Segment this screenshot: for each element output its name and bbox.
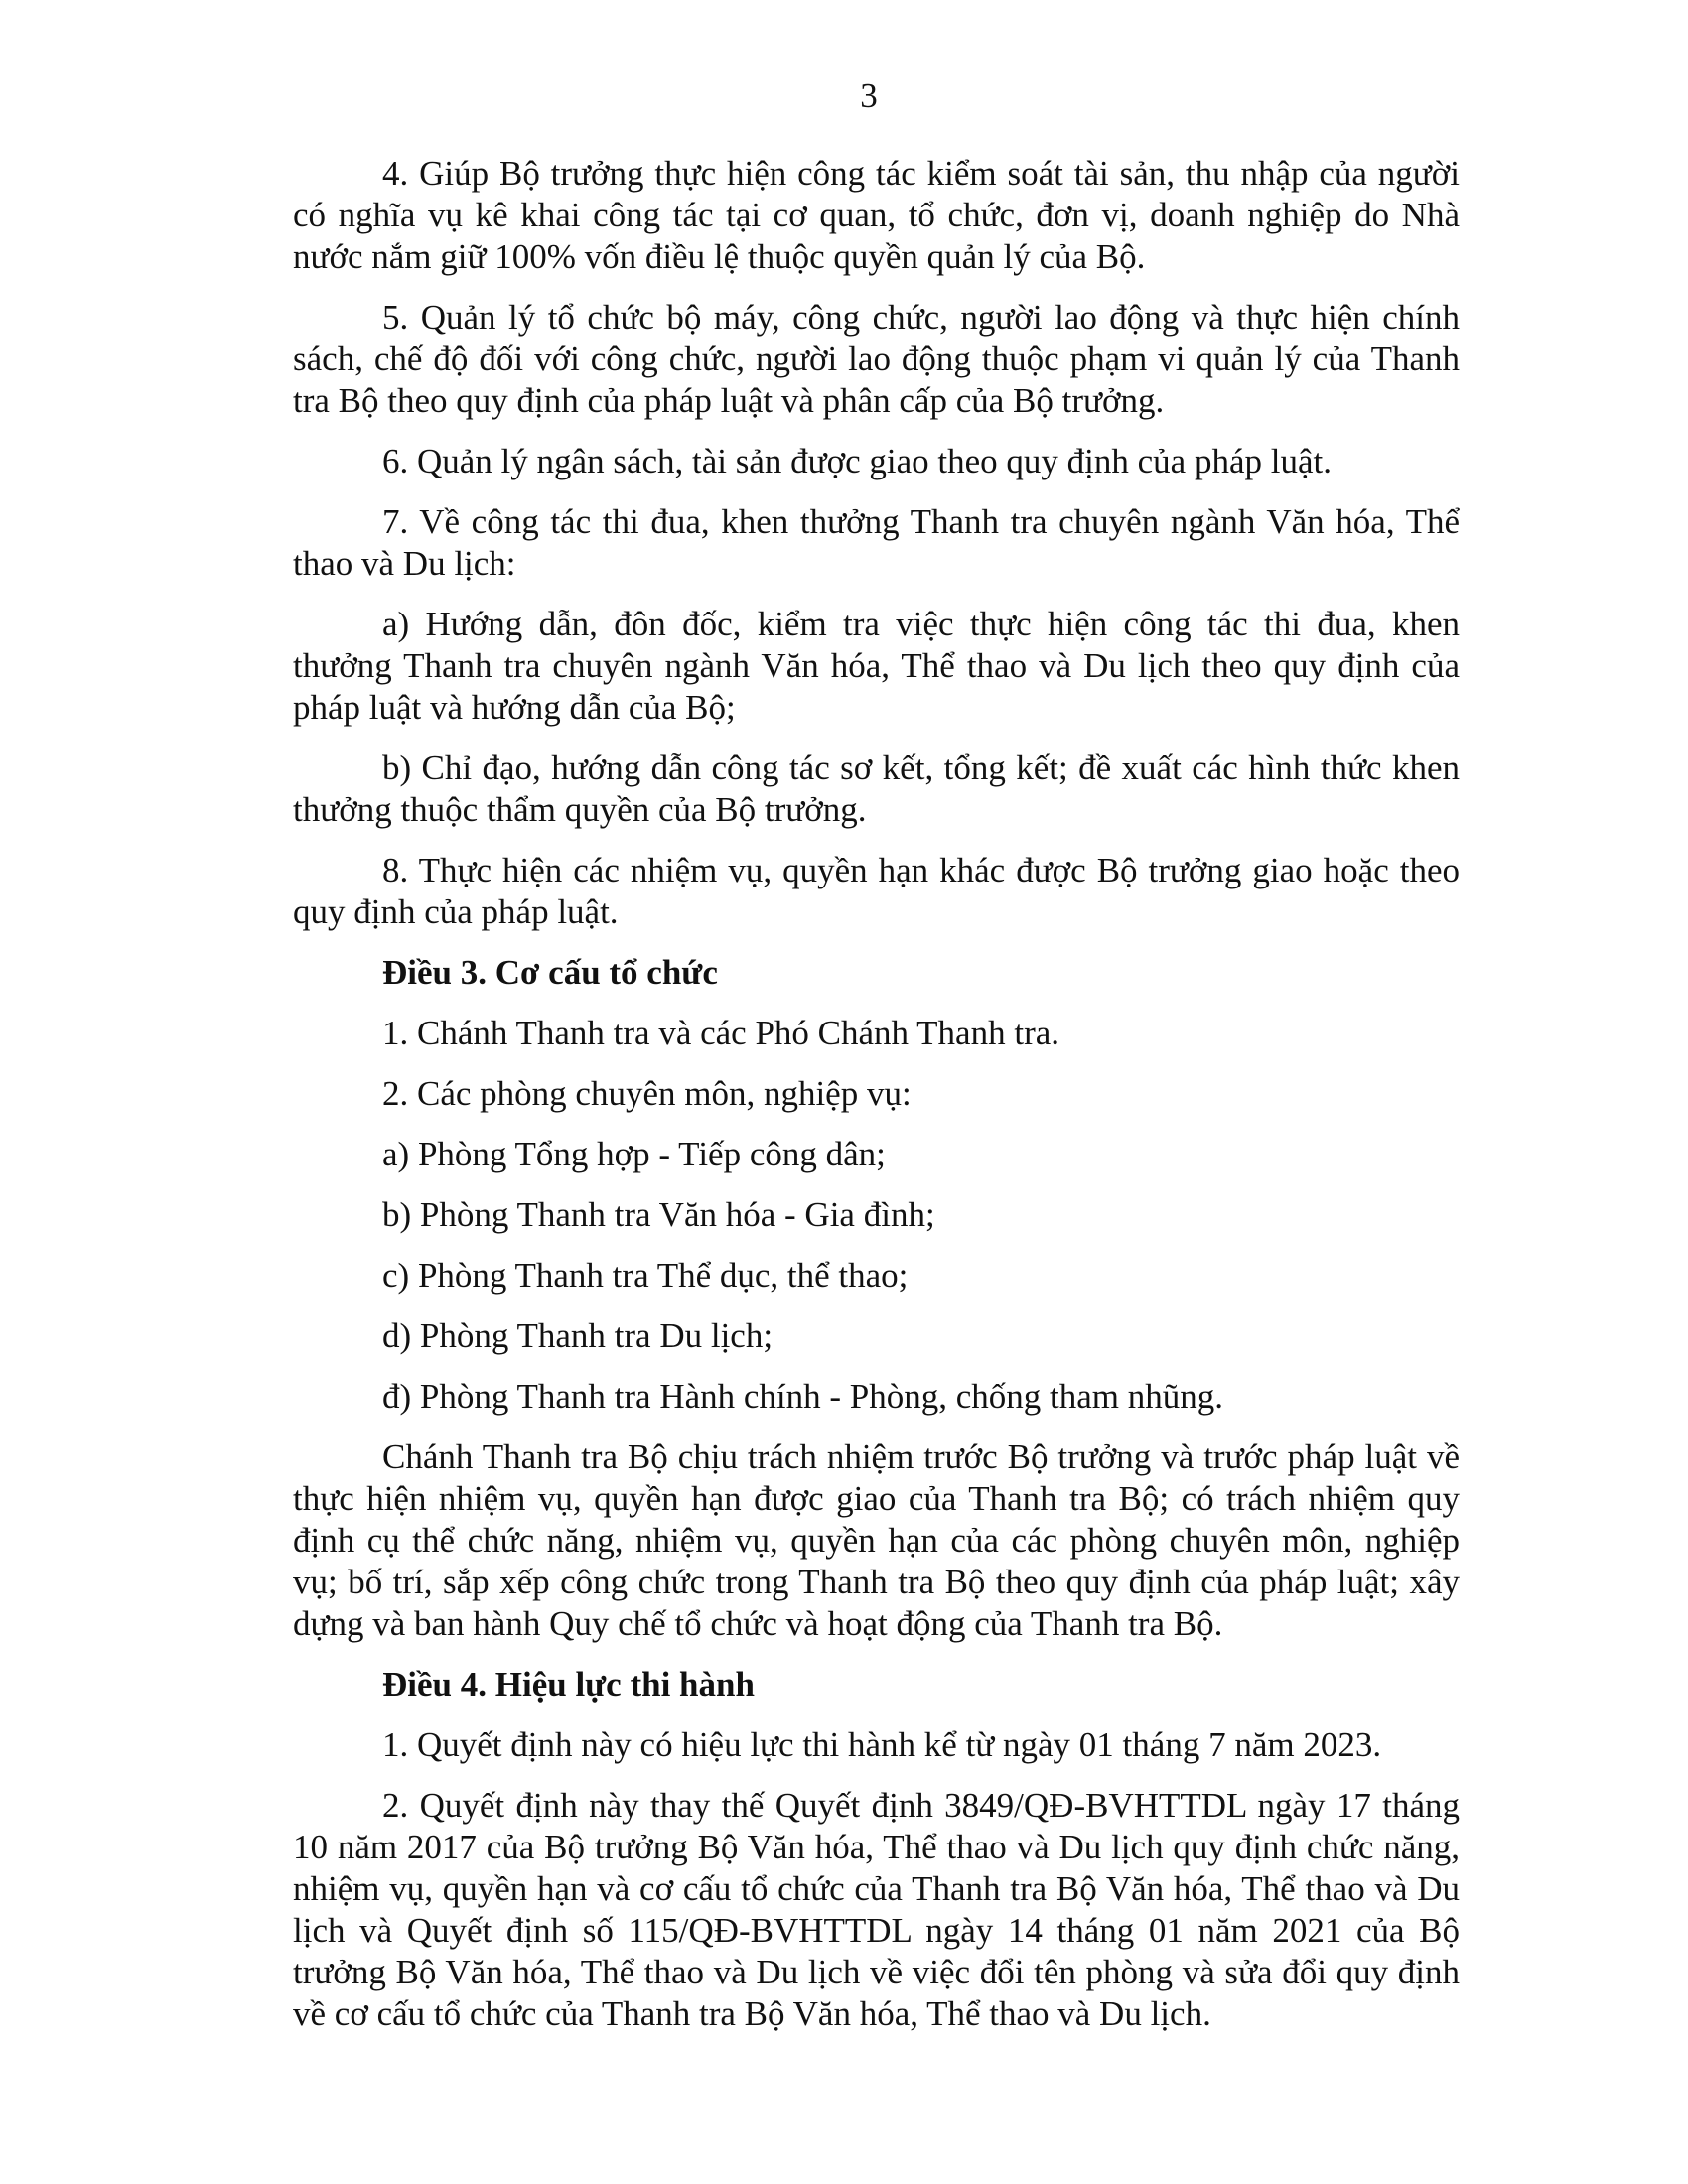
article-3-item-2b: b) Phòng Thanh tra Văn hóa - Gia đình;: [382, 1195, 935, 1234]
clause-5: 5. Quản lý tổ chức bộ máy, công chức, người lao động và thực hiện chính sách, chế độ đối với công chức, người lao động thuộc phạm vi quản lý của Thanh tra Bộ theo quy định của pháp luật và phân cấp của Bộ trưởng.: [293, 298, 1460, 420]
clause-7a: a) Hướng dẫn, đôn đốc, kiểm tra việc thực hiện công tác thi đua, khen thưởng Thanh tra chuyên ngành Văn hóa, Thể thao và Du lịch theo quy định của pháp luật và hướng dẫn của Bộ;: [293, 605, 1460, 727]
article-3-item-2d: d) Phòng Thanh tra Du lịch;: [382, 1316, 774, 1355]
article-3-item-2c: c) Phòng Thanh tra Thể dục, thể thao;: [382, 1256, 909, 1295]
article-3-responsibility: Chánh Thanh tra Bộ chịu trách nhiệm trước Bộ trưởng và trước pháp luật về thực hiện nhiệm vụ, quyền hạn được giao của Thanh tra Bộ; có trách nhiệm quy định cụ thể chức năng, nhiệm vụ, quyền hạn của các phòng chuyên môn, nghiệp vụ; bố trí, sắp xếp công chức trong Thanh tra Bộ theo quy định của pháp luật; xây dựng và ban hành Quy chế tổ chức và hoạt động của Thanh tra Bộ.: [293, 1437, 1460, 1643]
article-3-heading: Điều 3. Cơ cấu tổ chức: [382, 953, 718, 992]
article-4-heading: Điều 4. Hiệu lực thi hành: [382, 1665, 755, 1704]
clause-8: 8. Thực hiện các nhiệm vụ, quyền hạn khác được Bộ trưởng giao hoặc theo quy định của pháp luật.: [293, 851, 1460, 931]
article-3-item-2dd: đ) Phòng Thanh tra Hành chính - Phòng, chống tham nhũng.: [382, 1377, 1224, 1416]
article-3-item-1: 1. Chánh Thanh tra và các Phó Chánh Thanh tra.: [382, 1014, 1060, 1052]
clause-7: 7. Về công tác thi đua, khen thưởng Thanh tra chuyên ngành Văn hóa, Thể thao và Du lịch:: [293, 502, 1460, 583]
article-4-item-1: 1. Quyết định này có hiệu lực thi hành kể từ ngày 01 tháng 7 năm 2023.: [382, 1725, 1382, 1764]
article-3-item-2: 2. Các phòng chuyên môn, nghiệp vụ:: [382, 1074, 912, 1113]
page-number: 3: [860, 76, 878, 115]
clause-4: 4. Giúp Bộ trưởng thực hiện công tác kiểm soát tài sản, thu nhập của người có nghĩa vụ kê khai công tác tại cơ quan, tổ chức, đơn vị, doanh nghiệp do Nhà nước nắm giữ 100% vốn điều lệ thuộc quyền quản lý của Bộ.: [293, 154, 1460, 276]
document-body: [293, 153, 1460, 2054]
article-3-item-2a: a) Phòng Tổng hợp - Tiếp công dân;: [382, 1135, 886, 1173]
clause-7b: b) Chỉ đạo, hướng dẫn công tác sơ kết, tổng kết; đề xuất các hình thức khen thưởng thuộc thẩm quyền của Bộ trưởng.: [293, 749, 1460, 829]
article-4-item-2: 2. Quyết định này thay thế Quyết định 3849/QĐ-BVHTTDL ngày 17 tháng 10 năm 2017 của Bộ trưởng Bộ Văn hóa, Thể thao và Du lịch quy định chức năng, nhiệm vụ, quyền hạn và cơ cấu tổ chức của Thanh tra Bộ Văn hóa, Thể thao và Du lịch và Quyết định số 115/QĐ-BVHTTDL ngày 14 tháng 01 năm 2021 của Bộ trưởng Bộ Văn hóa, Thể thao và Du lịch về việc đổi tên phòng và sửa đổi quy định về cơ cấu tổ chức của Thanh tra Bộ Văn hóa, Thể thao và Du lịch.: [293, 1786, 1460, 2033]
clause-6: 6. Quản lý ngân sách, tài sản được giao theo quy định của pháp luật.: [382, 442, 1332, 480]
